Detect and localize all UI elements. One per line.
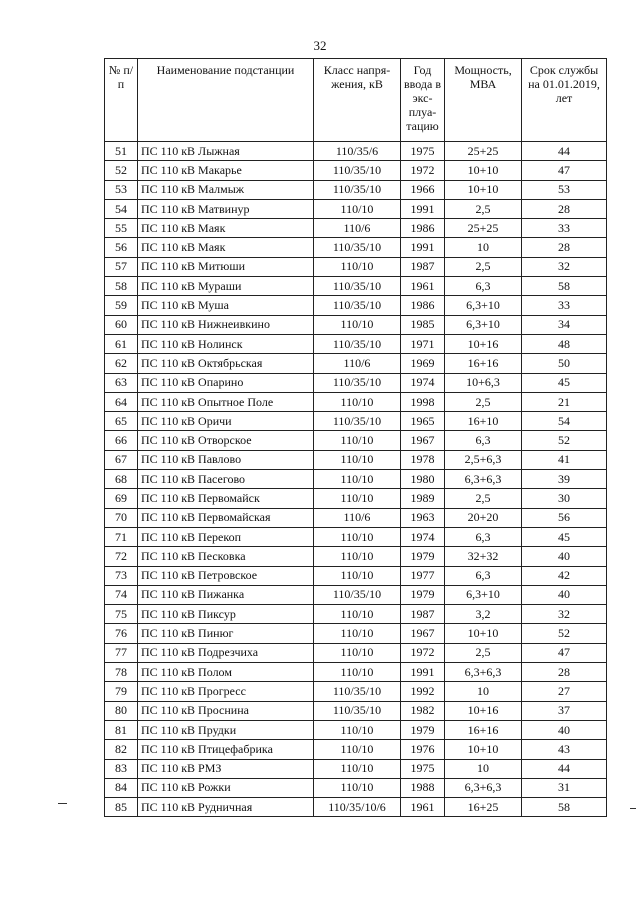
cell-service-life: 27 — [522, 682, 607, 701]
table-row — [105, 219, 607, 238]
cell-name: ПС 110 кВ Маяк — [138, 219, 314, 238]
cell-year: 1965 — [401, 412, 445, 431]
cell-voltage-class: 110/10 — [314, 663, 401, 682]
cell-num: 81 — [105, 720, 138, 739]
table-row — [105, 663, 607, 682]
table-row — [105, 701, 607, 720]
cell-service-life: 45 — [522, 373, 607, 392]
scan-mark — [58, 803, 67, 804]
table-row — [105, 720, 607, 739]
page-number: 32 — [313, 38, 327, 53]
cell-name: ПС 110 кВ Полом — [138, 663, 314, 682]
cell-num: 64 — [105, 392, 138, 411]
table-row — [105, 605, 607, 624]
cell-year: 1977 — [401, 566, 445, 585]
cell-num: 85 — [105, 798, 138, 817]
cell-service-life: 52 — [522, 431, 607, 450]
cell-year: 1976 — [401, 740, 445, 759]
cell-num: 68 — [105, 470, 138, 489]
cell-service-life: 28 — [522, 199, 607, 218]
cell-power: 10 — [445, 682, 522, 701]
cell-voltage-class: 110/35/10 — [314, 412, 401, 431]
cell-voltage-class: 110/10 — [314, 643, 401, 662]
cell-name: ПС 110 кВ Птицефабрика — [138, 740, 314, 759]
cell-voltage-class: 110/35/10/6 — [314, 798, 401, 817]
cell-year: 1975 — [401, 759, 445, 778]
cell-power: 16+16 — [445, 354, 522, 373]
cell-num: 71 — [105, 527, 138, 546]
cell-voltage-class: 110/6 — [314, 354, 401, 373]
cell-voltage-class: 110/10 — [314, 527, 401, 546]
cell-num: 58 — [105, 277, 138, 296]
cell-year: 1989 — [401, 489, 445, 508]
table-body — [105, 142, 607, 817]
table-row — [105, 643, 607, 662]
table-row — [105, 547, 607, 566]
cell-name: ПС 110 кВ Маяк — [138, 238, 314, 257]
cell-service-life: 39 — [522, 470, 607, 489]
cell-power: 2,5 — [445, 392, 522, 411]
cell-service-life: 43 — [522, 740, 607, 759]
cell-power: 10+10 — [445, 740, 522, 759]
cell-power: 10 — [445, 759, 522, 778]
header-year: Год ввода в экс-плуа-тацию — [401, 59, 445, 142]
cell-voltage-class: 110/10 — [314, 759, 401, 778]
cell-power: 6,3+6,3 — [445, 470, 522, 489]
cell-service-life: 52 — [522, 624, 607, 643]
cell-name: ПС 110 кВ Октябрьская — [138, 354, 314, 373]
table-row — [105, 527, 607, 546]
cell-name: ПС 110 кВ Нижнеивкино — [138, 315, 314, 334]
table-row — [105, 334, 607, 353]
cell-service-life: 58 — [522, 798, 607, 817]
table-row — [105, 798, 607, 817]
cell-service-life: 40 — [522, 547, 607, 566]
cell-power: 25+25 — [445, 142, 522, 161]
table-row — [105, 142, 607, 161]
cell-year: 1992 — [401, 682, 445, 701]
cell-num: 52 — [105, 161, 138, 180]
table-row — [105, 277, 607, 296]
cell-year: 1975 — [401, 142, 445, 161]
table-row — [105, 238, 607, 257]
cell-year: 1967 — [401, 431, 445, 450]
cell-name: ПС 110 кВ Малмыж — [138, 180, 314, 199]
cell-name: ПС 110 кВ Проснина — [138, 701, 314, 720]
cell-service-life: 41 — [522, 450, 607, 469]
table-row — [105, 161, 607, 180]
table-row — [105, 257, 607, 276]
cell-num: 72 — [105, 547, 138, 566]
cell-voltage-class: 110/10 — [314, 470, 401, 489]
cell-power: 10+6,3 — [445, 373, 522, 392]
cell-service-life: 56 — [522, 508, 607, 527]
cell-voltage-class: 110/35/10 — [314, 585, 401, 604]
cell-voltage-class: 110/10 — [314, 450, 401, 469]
cell-power: 6,3+10 — [445, 296, 522, 315]
cell-service-life: 21 — [522, 392, 607, 411]
cell-year: 1961 — [401, 277, 445, 296]
cell-power: 6,3 — [445, 431, 522, 450]
cell-year: 1988 — [401, 778, 445, 797]
cell-year: 1991 — [401, 199, 445, 218]
cell-voltage-class: 110/10 — [314, 257, 401, 276]
cell-num: 61 — [105, 334, 138, 353]
cell-voltage-class: 110/10 — [314, 431, 401, 450]
cell-power: 6,3+10 — [445, 585, 522, 604]
cell-name: ПС 110 кВ Первомайск — [138, 489, 314, 508]
cell-year: 1963 — [401, 508, 445, 527]
cell-service-life: 31 — [522, 778, 607, 797]
cell-year: 1982 — [401, 701, 445, 720]
cell-num: 63 — [105, 373, 138, 392]
table-row — [105, 682, 607, 701]
cell-voltage-class: 110/10 — [314, 720, 401, 739]
cell-voltage-class: 110/10 — [314, 624, 401, 643]
cell-power: 6,3+6,3 — [445, 778, 522, 797]
cell-name: ПС 110 кВ Оричи — [138, 412, 314, 431]
cell-voltage-class: 110/10 — [314, 547, 401, 566]
table-row — [105, 759, 607, 778]
cell-power: 10 — [445, 238, 522, 257]
cell-name: ПС 110 кВ Опарино — [138, 373, 314, 392]
table-row — [105, 566, 607, 585]
cell-service-life: 40 — [522, 585, 607, 604]
cell-num: 74 — [105, 585, 138, 604]
cell-service-life: 48 — [522, 334, 607, 353]
cell-name: ПС 110 кВ Матвинур — [138, 199, 314, 218]
cell-name: ПС 110 кВ Отворское — [138, 431, 314, 450]
cell-power: 6,3+10 — [445, 315, 522, 334]
cell-num: 54 — [105, 199, 138, 218]
cell-name: ПС 110 кВ Рожки — [138, 778, 314, 797]
table-row — [105, 315, 607, 334]
cell-name: ПС 110 кВ Песковка — [138, 547, 314, 566]
cell-power: 6,3+6,3 — [445, 663, 522, 682]
cell-name: ПС 110 кВ Рудничная — [138, 798, 314, 817]
cell-year: 1972 — [401, 643, 445, 662]
cell-service-life: 54 — [522, 412, 607, 431]
cell-voltage-class: 110/10 — [314, 489, 401, 508]
cell-voltage-class: 110/35/10 — [314, 682, 401, 701]
cell-name: ПС 110 кВ РМЗ — [138, 759, 314, 778]
scan-mark — [630, 808, 636, 809]
cell-power: 10+10 — [445, 624, 522, 643]
cell-power: 32+32 — [445, 547, 522, 566]
cell-year: 1991 — [401, 663, 445, 682]
cell-power: 16+25 — [445, 798, 522, 817]
cell-year: 1961 — [401, 798, 445, 817]
cell-num: 53 — [105, 180, 138, 199]
cell-num: 57 — [105, 257, 138, 276]
cell-num: 76 — [105, 624, 138, 643]
cell-voltage-class: 110/35/10 — [314, 334, 401, 353]
cell-name: ПС 110 кВ Пиксур — [138, 605, 314, 624]
cell-voltage-class: 110/35/10 — [314, 701, 401, 720]
cell-service-life: 28 — [522, 238, 607, 257]
cell-year: 1966 — [401, 180, 445, 199]
table-row — [105, 412, 607, 431]
cell-year: 1972 — [401, 161, 445, 180]
cell-voltage-class: 110/35/10 — [314, 180, 401, 199]
table-row — [105, 199, 607, 218]
cell-voltage-class: 110/35/10 — [314, 296, 401, 315]
cell-year: 1986 — [401, 219, 445, 238]
cell-power: 2,5 — [445, 643, 522, 662]
cell-voltage-class: 110/35/10 — [314, 373, 401, 392]
table-row — [105, 373, 607, 392]
cell-name: ПС 110 кВ Перекоп — [138, 527, 314, 546]
cell-year: 1969 — [401, 354, 445, 373]
cell-name: ПС 110 кВ Нолинск — [138, 334, 314, 353]
header-num: № п/п — [105, 59, 138, 142]
cell-name: ПС 110 кВ Опытное Поле — [138, 392, 314, 411]
cell-name: ПС 110 кВ Макарье — [138, 161, 314, 180]
cell-num: 55 — [105, 219, 138, 238]
table-row — [105, 392, 607, 411]
cell-voltage-class: 110/10 — [314, 315, 401, 334]
cell-num: 78 — [105, 663, 138, 682]
cell-voltage-class: 110/35/10 — [314, 238, 401, 257]
cell-num: 69 — [105, 489, 138, 508]
cell-name: ПС 110 кВ Прогресс — [138, 682, 314, 701]
cell-year: 1987 — [401, 605, 445, 624]
cell-service-life: 44 — [522, 759, 607, 778]
cell-num: 56 — [105, 238, 138, 257]
cell-year: 1991 — [401, 238, 445, 257]
cell-name: ПС 110 кВ Павлово — [138, 450, 314, 469]
header-power: Мощность, МВА — [445, 59, 522, 142]
cell-year: 1979 — [401, 720, 445, 739]
cell-year: 1974 — [401, 527, 445, 546]
table-row — [105, 585, 607, 604]
cell-service-life: 34 — [522, 315, 607, 334]
cell-service-life: 44 — [522, 142, 607, 161]
cell-year: 1971 — [401, 334, 445, 353]
cell-name: ПС 110 кВ Прудки — [138, 720, 314, 739]
cell-service-life: 47 — [522, 161, 607, 180]
cell-service-life: 32 — [522, 605, 607, 624]
table-row — [105, 180, 607, 199]
cell-name: ПС 110 кВ Лыжная — [138, 142, 314, 161]
cell-service-life: 28 — [522, 663, 607, 682]
table-header — [105, 59, 607, 142]
cell-name: ПС 110 кВ Пинюг — [138, 624, 314, 643]
cell-num: 59 — [105, 296, 138, 315]
cell-num: 77 — [105, 643, 138, 662]
header-name: Наименование подстанции — [138, 59, 314, 142]
cell-voltage-class: 110/10 — [314, 566, 401, 585]
cell-name: ПС 110 кВ Первомайская — [138, 508, 314, 527]
table-row — [105, 296, 607, 315]
cell-year: 1967 — [401, 624, 445, 643]
cell-name: ПС 110 кВ Муша — [138, 296, 314, 315]
cell-service-life: 45 — [522, 527, 607, 546]
cell-name: ПС 110 кВ Митюши — [138, 257, 314, 276]
cell-num: 67 — [105, 450, 138, 469]
cell-num: 62 — [105, 354, 138, 373]
cell-year: 1998 — [401, 392, 445, 411]
cell-service-life: 37 — [522, 701, 607, 720]
cell-num: 79 — [105, 682, 138, 701]
table-row — [105, 778, 607, 797]
cell-num: 84 — [105, 778, 138, 797]
cell-power: 16+16 — [445, 720, 522, 739]
cell-power: 10+16 — [445, 334, 522, 353]
cell-voltage-class: 110/35/6 — [314, 142, 401, 161]
cell-service-life: 53 — [522, 180, 607, 199]
table-row — [105, 489, 607, 508]
cell-voltage-class: 110/6 — [314, 508, 401, 527]
table-row — [105, 450, 607, 469]
cell-year: 1980 — [401, 470, 445, 489]
cell-num: 73 — [105, 566, 138, 585]
table-row — [105, 624, 607, 643]
cell-num: 75 — [105, 605, 138, 624]
cell-service-life: 58 — [522, 277, 607, 296]
cell-power: 10+16 — [445, 701, 522, 720]
cell-year: 1978 — [401, 450, 445, 469]
table-row — [105, 354, 607, 373]
cell-service-life: 47 — [522, 643, 607, 662]
header-service-life: Срок службы на 01.01.2019, лет — [522, 59, 607, 142]
cell-power: 25+25 — [445, 219, 522, 238]
cell-num: 80 — [105, 701, 138, 720]
cell-power: 20+20 — [445, 508, 522, 527]
cell-name: ПС 110 кВ Мураши — [138, 277, 314, 296]
cell-voltage-class: 110/10 — [314, 199, 401, 218]
cell-voltage-class: 110/35/10 — [314, 277, 401, 296]
cell-num: 60 — [105, 315, 138, 334]
cell-voltage-class: 110/35/10 — [314, 161, 401, 180]
cell-voltage-class: 110/10 — [314, 740, 401, 759]
cell-voltage-class: 110/10 — [314, 778, 401, 797]
cell-year: 1987 — [401, 257, 445, 276]
cell-service-life: 33 — [522, 219, 607, 238]
cell-name: ПС 110 кВ Подрезчиха — [138, 643, 314, 662]
cell-num: 66 — [105, 431, 138, 450]
cell-service-life: 32 — [522, 257, 607, 276]
cell-voltage-class: 110/10 — [314, 605, 401, 624]
cell-year: 1985 — [401, 315, 445, 334]
cell-year: 1986 — [401, 296, 445, 315]
cell-year: 1979 — [401, 547, 445, 566]
header-voltage-class: Класс напря-жения, кВ — [314, 59, 401, 142]
cell-service-life: 40 — [522, 720, 607, 739]
cell-year: 1979 — [401, 585, 445, 604]
cell-name: ПС 110 кВ Пасегово — [138, 470, 314, 489]
cell-num: 82 — [105, 740, 138, 759]
cell-power: 6,3 — [445, 277, 522, 296]
cell-service-life: 30 — [522, 489, 607, 508]
table-row — [105, 508, 607, 527]
cell-num: 51 — [105, 142, 138, 161]
cell-voltage-class: 110/6 — [314, 219, 401, 238]
cell-power: 6,3 — [445, 566, 522, 585]
cell-service-life: 42 — [522, 566, 607, 585]
table-row — [105, 470, 607, 489]
cell-power: 2,5 — [445, 257, 522, 276]
cell-service-life: 33 — [522, 296, 607, 315]
table-row — [105, 431, 607, 450]
cell-power: 2,5+6,3 — [445, 450, 522, 469]
cell-power: 2,5 — [445, 489, 522, 508]
cell-power: 16+10 — [445, 412, 522, 431]
substations-table — [104, 58, 607, 817]
cell-power: 6,3 — [445, 527, 522, 546]
cell-num: 83 — [105, 759, 138, 778]
cell-year: 1974 — [401, 373, 445, 392]
cell-num: 65 — [105, 412, 138, 431]
header-row — [105, 59, 607, 142]
cell-name: ПС 110 кВ Пижанка — [138, 585, 314, 604]
cell-power: 2,5 — [445, 199, 522, 218]
cell-power: 10+10 — [445, 180, 522, 199]
table-row — [105, 740, 607, 759]
cell-voltage-class: 110/10 — [314, 392, 401, 411]
cell-name: ПС 110 кВ Петровское — [138, 566, 314, 585]
cell-power: 3,2 — [445, 605, 522, 624]
cell-power: 10+10 — [445, 161, 522, 180]
cell-num: 70 — [105, 508, 138, 527]
cell-service-life: 50 — [522, 354, 607, 373]
